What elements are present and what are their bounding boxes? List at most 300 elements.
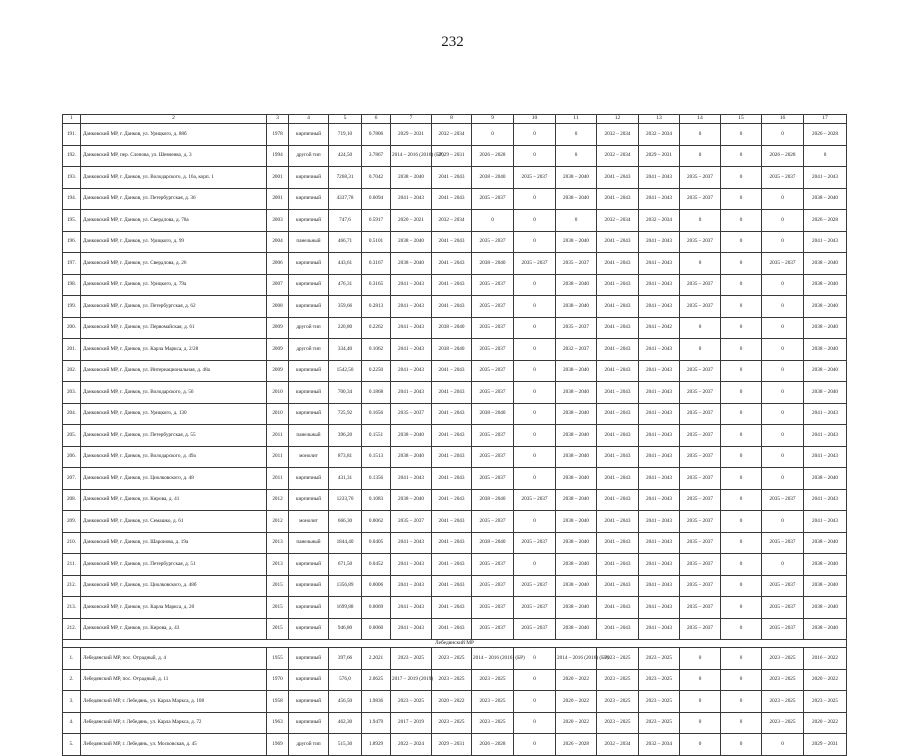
table-cell: 213. [63,597,81,619]
table-cell: 2038 – 2040 [804,339,847,361]
table-cell: кирпичный [289,167,329,189]
table-cell: 2038 – 2040 [804,532,847,554]
table-cell: 0 [721,468,762,490]
table-cell: 2041 – 2043 [597,296,639,318]
table-cell: 0.0069 [362,597,391,619]
table-cell: 2038 – 2040 [804,296,847,318]
table-cell: 192. [63,145,81,167]
table-cell: 1.9836 [362,691,391,713]
table-cell: 2023 – 2025 [597,712,639,734]
table-cell: 2035 – 2037 [472,554,514,576]
table-cell: 873,81 [329,446,362,468]
table-cell: 2041 – 2043 [597,382,639,404]
table-cell: Лебедянский МР, г. Лебедянь, ул. Московская, д. 45 [81,734,267,756]
table-cell: 397,66 [329,648,362,670]
table-row [63,648,847,670]
table-cell: 0 [721,382,762,404]
table-cell: кирпичный [289,489,329,511]
table-cell: 2041 – 2043 [597,446,639,468]
table-cell: кирпичный [289,188,329,210]
table-cell: Лебедянский МР, г. Лебедянь, ул. Карла Маркса, д. 72 [81,712,267,734]
table-cell: 2035 – 2037 [680,489,721,511]
table-cell: 211. [63,554,81,576]
table-cell: 2035 – 2037 [391,511,432,533]
column-header: 1 [63,115,81,124]
table-cell: 0 [514,691,556,713]
table-cell: 0.5917 [362,210,391,232]
table-row [63,231,847,253]
table-cell: Данковский МР, г. Данков, ул. Кирова, д. 41 [81,489,267,511]
table-cell: 2041 – 2043 [432,468,472,490]
table-cell: 1955 [267,648,289,670]
table-cell: 2035 – 2037 [472,425,514,447]
table-cell: 212. [63,618,81,640]
table-cell: 2029 – 2031 [804,734,847,756]
table-cell: 0 [721,734,762,756]
table-cell: 2035 – 2037 [472,618,514,640]
table-cell: 2029 – 2031 [432,734,472,756]
table-cell: 2016 – 2022 [804,648,847,670]
table-cell: 334,40 [329,339,362,361]
table-cell: 0 [514,317,556,339]
table-cell: 2038 – 2040 [556,446,597,468]
table-cell: 2038 – 2040 [391,231,432,253]
table-cell: 2032 – 2034 [639,734,680,756]
table-cell: кирпичный [289,296,329,318]
table-cell: 2007 [267,274,289,296]
table-cell: Лебедянский МР, г. Лебедянь, ул. Карла Маркса, д. 108 [81,691,267,713]
table-cell: 207. [63,468,81,490]
table-cell: 2041 – 2043 [639,339,680,361]
table-cell: 2041 – 2043 [639,167,680,189]
table-cell: 0 [762,468,804,490]
table-row [63,145,847,167]
table-cell: 0 [721,489,762,511]
table-cell: 206. [63,446,81,468]
table-cell: 4. [63,712,81,734]
table-cell: 0 [762,446,804,468]
table-cell: 2041 – 2043 [804,425,847,447]
table-cell: 2041 – 2043 [391,339,432,361]
table-cell: 0 [762,403,804,425]
table-cell: 2011 [267,425,289,447]
table-cell: 2010 [267,382,289,404]
table-cell: 0 [680,339,721,361]
table-cell: 220,80 [329,317,362,339]
table-cell: 2035 – 2037 [680,425,721,447]
table-cell: 0.0062 [362,511,391,533]
column-header: 12 [597,115,639,124]
table-cell: 0 [762,734,804,756]
table-cell: 0 [762,210,804,232]
table-cell: 0 [721,124,762,146]
table-row [63,210,847,232]
table-cell: 2041 – 2043 [639,597,680,619]
table-cell: 747,6 [329,210,362,232]
table-cell: 2041 – 2043 [432,618,472,640]
table-cell: 2009 [267,360,289,382]
table-cell: 2038 – 2040 [556,167,597,189]
table-cell: 2017 – 2019 [391,712,432,734]
table-cell: 2035 – 2037 [514,253,556,275]
table-cell: 2038 – 2040 [556,597,597,619]
table-cell: 0.6094 [362,188,391,210]
column-header: 16 [762,115,804,124]
table-cell: 2041 – 2043 [639,274,680,296]
table-cell: 0.0405 [362,532,391,554]
table-cell: 0 [514,648,556,670]
table-cell: Данковский МР, г. Данков, ул. Урицкого, д. 79а [81,274,267,296]
table-cell: 1970 [267,669,289,691]
table-cell: 2004 [267,231,289,253]
table-cell: 2041 – 2043 [391,274,432,296]
table-cell: 2041 – 2043 [391,468,432,490]
table-cell: 0 [514,446,556,468]
table-cell: 0 [514,734,556,756]
table-cell: 2038 – 2040 [472,489,514,511]
table-cell: 2041 – 2043 [391,554,432,576]
table-cell: 2041 – 2043 [432,489,472,511]
table-cell: кирпичный [289,360,329,382]
table-cell: 0.2262 [362,317,391,339]
table-cell: 2041 – 2043 [432,382,472,404]
table-cell: 2035 – 2037 [472,188,514,210]
table-cell: 0 [680,648,721,670]
table-cell: кирпичный [289,468,329,490]
table-cell: 2023 – 2025 [762,691,804,713]
table-cell: Данковский МР, г. Данков, ул. Урицкого, д. 99 [81,231,267,253]
table-cell: 0 [721,532,762,554]
table-cell: 0 [514,210,556,232]
table-cell: 2023 – 2025 [762,648,804,670]
table-cell: 2011 [267,446,289,468]
table-cell: 2032 – 2034 [432,124,472,146]
table-cell: 0.1356 [362,468,391,490]
table-cell: 2023 – 2025 [639,648,680,670]
table-cell: кирпичный [289,691,329,713]
table-cell: 2035 – 2037 [762,489,804,511]
column-header: 11 [556,115,597,124]
table-cell: 0 [514,124,556,146]
table-cell: 2032 – 2034 [597,145,639,167]
table-cell: 2041 – 2043 [432,188,472,210]
table-row [63,382,847,404]
table-cell: 2041 – 2043 [432,253,472,275]
table-cell: 2035 – 2037 [762,532,804,554]
table-cell: 2038 – 2040 [391,446,432,468]
table-cell: 2010 [267,403,289,425]
table-cell: 2038 – 2040 [556,532,597,554]
table-cell: 2038 – 2040 [804,575,847,597]
table-cell: монолит [289,446,329,468]
column-header: 2 [81,115,267,124]
table-cell: 2020 – 2021 [391,210,432,232]
column-header: 17 [804,115,847,124]
table-cell: кирпичный [289,597,329,619]
table-row [63,532,847,554]
table-cell: другой тип [289,734,329,756]
table-cell: 0 [721,403,762,425]
table-cell: 3. [63,691,81,713]
table-cell: 0.1083 [362,489,391,511]
table-cell: 0 [680,145,721,167]
table-row [63,425,847,447]
table-cell: 2001 [267,167,289,189]
table-cell: 2041 – 2043 [391,296,432,318]
column-header: 9 [472,115,514,124]
table-row [63,274,847,296]
table-cell: 2023 – 2025 [597,669,639,691]
table-cell: 0 [721,317,762,339]
table-cell: 2035 – 2037 [514,575,556,597]
table-cell: 0 [556,210,597,232]
table-cell: 205. [63,425,81,447]
table-cell: кирпичный [289,712,329,734]
table-cell: 199. [63,296,81,318]
table-cell: 2035 – 2037 [472,360,514,382]
table-cell: 2038 – 2040 [556,188,597,210]
header-row [63,115,847,124]
table-cell: 2041 – 2043 [391,597,432,619]
table-cell: 2023 – 2025 [391,648,432,670]
table-cell: 2038 – 2040 [391,489,432,511]
table-cell: 2006 [267,253,289,275]
table-cell: 2038 – 2040 [556,360,597,382]
column-header: 13 [639,115,680,124]
table-cell: 0.3167 [362,253,391,275]
table-cell: 700,34 [329,382,362,404]
table-cell: 212. [63,575,81,597]
table-cell: 0 [514,403,556,425]
table-cell: 2029 – 2031 [639,145,680,167]
table-cell: 2035 – 2037 [680,468,721,490]
table-cell: 2022 – 2024 [391,734,432,756]
table-cell: 2041 – 2043 [597,511,639,533]
table-cell: 719,10 [329,124,362,146]
table-cell: 2041 – 2043 [432,231,472,253]
table-cell: 0.0060 [362,618,391,640]
table-cell: 0 [514,145,556,167]
table-cell: монолит [289,511,329,533]
table-cell: 2035 – 2037 [472,446,514,468]
table-cell: 0 [680,712,721,734]
table-cell: 1.8929 [362,734,391,756]
table-cell: Данковский МР, пер. Слепова, ул. Шевченко, д. 3 [81,145,267,167]
table-cell: 2041 – 2043 [432,554,472,576]
table-cell: 0 [762,296,804,318]
table-cell: 2041 – 2043 [432,403,472,425]
table-cell: 2035 – 2037 [762,618,804,640]
table-cell: 2015 [267,618,289,640]
table-cell: 0 [472,124,514,146]
table-cell: 2032 – 2037 [556,339,597,361]
table-cell: 2035 – 2037 [556,317,597,339]
table-cell: 2008 [267,296,289,318]
table-cell: 2041 – 2043 [639,446,680,468]
table-cell: 0 [721,511,762,533]
table-cell: 2041 – 2043 [432,511,472,533]
table-cell: 2038 – 2040 [391,253,432,275]
table-cell: 2035 – 2037 [680,382,721,404]
table-cell: 2035 – 2037 [472,317,514,339]
table-cell: 0 [721,231,762,253]
table-cell: 2015 [267,597,289,619]
table-cell: 2014 – 2016 (2016) (БР) [391,145,432,167]
table-cell: 200. [63,317,81,339]
table-cell: Лебедянский МР, пос. Отрадный, д. 11 [81,669,267,691]
table-cell: Данковский МР, г. Данков, ул. Петербургская, д. 62 [81,296,267,318]
table-cell: 2041 – 2043 [597,231,639,253]
table-cell: 2035 – 2037 [680,403,721,425]
table-cell: 431,31 [329,468,362,490]
table-cell: 2023 – 2025 [639,669,680,691]
table-cell: 2041 – 2043 [432,360,472,382]
table-cell: 0 [721,597,762,619]
table-cell: 0 [721,618,762,640]
table-row [63,446,847,468]
table-cell: 2023 – 2025 [391,691,432,713]
table-cell: 0 [762,339,804,361]
table-cell: Данковский МР, г. Данков, ул. Карла Маркса, д. 2/28 [81,339,267,361]
table-cell: 2035 – 2037 [680,167,721,189]
table-cell: 2041 – 2043 [804,446,847,468]
table-cell: 2035 – 2037 [680,511,721,533]
table-cell: 0 [762,124,804,146]
table-cell: 2020 – 2022 [432,691,472,713]
table-cell: 2011 [267,468,289,490]
table-cell: 2041 – 2043 [639,554,680,576]
table-cell: 2041 – 2043 [639,532,680,554]
table-cell: 2038 – 2040 [556,274,597,296]
table-row [63,669,847,691]
table-row [63,403,847,425]
table-cell: Данковский МР, г. Данков, ул. Первомайская, д. 61 [81,317,267,339]
table-cell: 2035 – 2037 [472,296,514,318]
column-header: 7 [391,115,432,124]
table-cell: 2035 – 2037 [514,489,556,511]
table-cell: 2035 – 2037 [680,188,721,210]
table-cell: 2038 – 2040 [432,339,472,361]
table-cell: 0 [762,511,804,533]
table-cell: 2041 – 2043 [597,575,639,597]
table-cell: 0 [721,339,762,361]
table-row [63,339,847,361]
table-cell: 0 [721,145,762,167]
table-cell: 0 [762,554,804,576]
table-cell: 2041 – 2043 [597,554,639,576]
table-cell: 2041 – 2043 [597,339,639,361]
table-cell: 2041 – 2043 [597,274,639,296]
column-header: 5 [329,115,362,124]
table-cell: 0 [721,425,762,447]
table-cell: 466,71 [329,231,362,253]
table-cell: Данковский МР, г. Данков, ул. Володарского, д. 56 [81,382,267,404]
table-cell: 2023 – 2025 [804,691,847,713]
table-cell: 2026 – 2028 [472,734,514,756]
table-cell: 2035 – 2037 [680,274,721,296]
table-cell: 2035 – 2037 [391,403,432,425]
table-row [63,712,847,734]
table-cell: 2035 – 2037 [514,167,556,189]
table-cell: 2041 – 2043 [597,489,639,511]
table-cell: 2003 [267,210,289,232]
table-cell: 2038 – 2040 [556,382,597,404]
table-cell: 0 [556,124,597,146]
table-cell: 1. [63,648,81,670]
table-cell: 2035 – 2037 [680,532,721,554]
table-cell: 2029 – 2031 [432,145,472,167]
table-cell: 2023 – 2025 [432,648,472,670]
table-cell: 4337,78 [329,188,362,210]
table-row [63,188,847,210]
table-cell: 476,31 [329,274,362,296]
table-cell: 2020 – 2022 [556,669,597,691]
column-header: 4 [289,115,329,124]
table-cell: 0 [514,360,556,382]
table-cell: 0 [680,691,721,713]
table-cell: другой тип [289,145,329,167]
table-cell: 0 [721,210,762,232]
column-header: 14 [680,115,721,124]
table-cell: 2035 – 2037 [680,618,721,640]
table-cell: 2038 – 2040 [804,597,847,619]
table-row [63,511,847,533]
table-cell: 0 [762,274,804,296]
table-cell: 2038 – 2040 [804,468,847,490]
table-cell: 0 [721,167,762,189]
table-cell: 2035 – 2037 [472,575,514,597]
table-cell: 0 [514,554,556,576]
table-cell: 2041 – 2043 [639,468,680,490]
column-header: 15 [721,115,762,124]
table-cell: 2023 – 2025 [762,712,804,734]
table-cell: 2032 – 2034 [639,124,680,146]
table-cell: 2041 – 2043 [804,511,847,533]
table-cell: 7268,31 [329,167,362,189]
table-cell: 0 [680,253,721,275]
table-cell: 2038 – 2040 [556,468,597,490]
table-cell: 193. [63,167,81,189]
table-cell: 2035 – 2037 [472,339,514,361]
table-cell: 2023 – 2025 [639,691,680,713]
table-cell: 202. [63,360,81,382]
table-cell: 0.2250 [362,360,391,382]
table-row [63,360,847,382]
table-cell: 2038 – 2040 [556,231,597,253]
table-cell: 0 [680,124,721,146]
table-cell: 191. [63,124,81,146]
table-cell: 0 [721,446,762,468]
table-cell: 946,80 [329,618,362,640]
table-cell: 2041 – 2043 [639,296,680,318]
table-cell: 2035 – 2037 [472,511,514,533]
table-row [63,317,847,339]
table-cell: 198. [63,274,81,296]
table-cell: 1.9479 [362,712,391,734]
table-cell: 2026 – 2028 [804,124,847,146]
table-cell: кирпичный [289,403,329,425]
table-row [63,734,847,756]
table-cell: 0.1656 [362,403,391,425]
table-cell: 1969 [267,734,289,756]
table-cell: 2041 – 2043 [432,425,472,447]
table-cell: 0 [514,339,556,361]
table-cell: 2035 – 2037 [472,597,514,619]
table-cell: 2023 – 2025 [472,669,514,691]
table-cell: 2020 – 2022 [804,712,847,734]
table-cell: 2041 – 2043 [639,188,680,210]
table-cell: 2038 – 2040 [804,274,847,296]
